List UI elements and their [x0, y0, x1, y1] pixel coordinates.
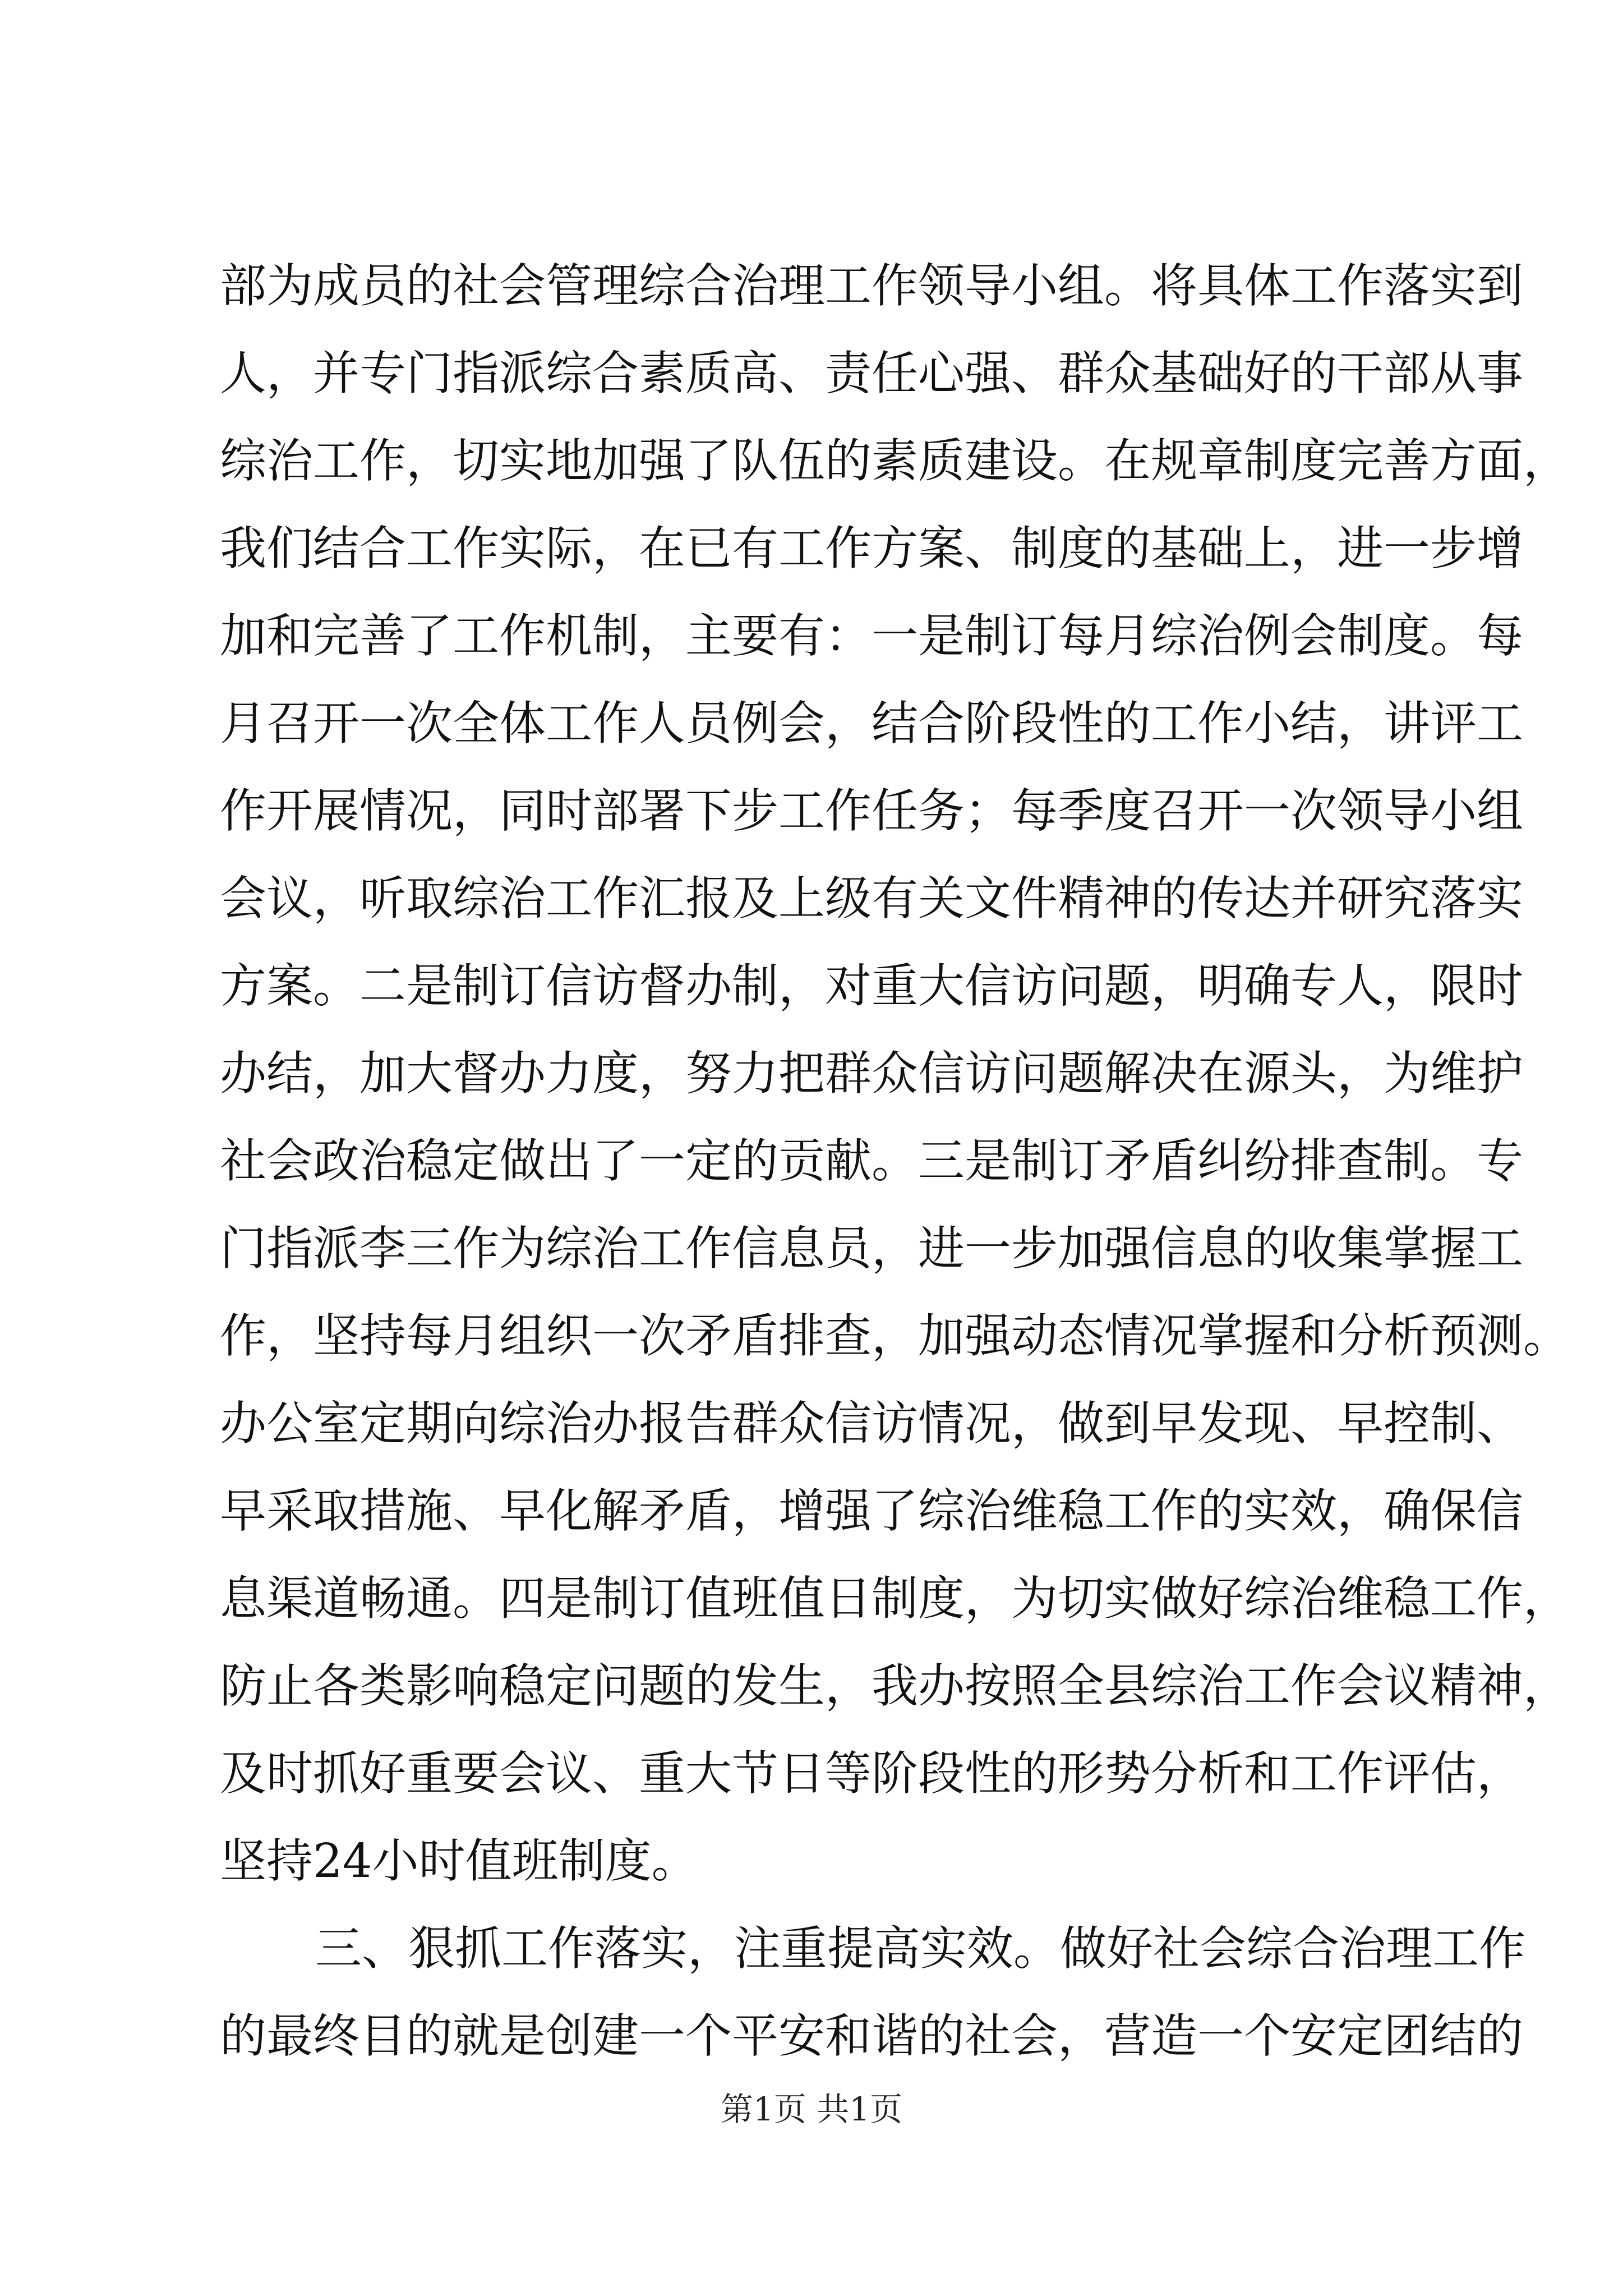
paragraph-line: 综治工作，切实地加强了队伍的素质建设。在规章制度完善方面，	[220, 434, 1570, 488]
paragraph-line: 人，并专门指派综合素质高、责任心强、群众基础好的干部从事	[220, 346, 1523, 401]
paragraph-line: 办公室定期向综治办报告群众信访情况，做到早发现、早控制、	[220, 1396, 1523, 1451]
paragraph-line: 部为成员的社会管理综合治理工作领导小组。将具体工作落实到	[220, 259, 1523, 313]
paragraph-line: 作开展情况，同时部署下步工作任务；每季度召开一次领导小组	[220, 784, 1523, 838]
paragraph-line: 早采取措施、早化解矛盾，增强了综治维稳工作的实效，确保信	[220, 1484, 1523, 1538]
paragraph-line: 方案。二是制订信访督办制，对重大信访问题，明确专人，限时	[220, 959, 1523, 1013]
paragraph-line: 办结，加大督办力度，努力把群众信访问题解决在源头，为维护	[220, 1046, 1523, 1101]
paragraph-line: 加和完善了工作机制，主要有：一是制订每月综治例会制度。每	[220, 609, 1523, 663]
paragraph-line-last: 坚持24小时值班制度。	[220, 1834, 698, 1888]
paragraph-line: 会议，听取综治工作汇报及上级有关文件精神的传达并研究落实	[220, 871, 1523, 926]
paragraph-line: 的最终目的就是创建一个平安和谐的社会，营造一个安定团结的	[220, 2009, 1523, 2063]
paragraph-line: 息渠道畅通。四是制订值班值日制度，为切实做好综治维稳工作，	[220, 1571, 1570, 1626]
document-body	[220, 259, 1570, 2097]
paragraph-line: 作，坚持每月组织一次矛盾排查，加强动态情况掌握和分析预测。	[220, 1309, 1570, 1363]
paragraph-line: 防止各类影响稳定问题的发生，我办按照全县综治工作会议精神，	[220, 1659, 1570, 1713]
paragraph-line: 我们结合工作实际，在已有工作方案、制度的基础上，进一步增	[220, 521, 1523, 576]
paragraph-line-indented: 三、狠抓工作落实，注重提高实效。做好社会综合治理工作	[315, 1921, 1525, 1976]
paragraph-line: 门指派李三作为综治工作信息员，进一步加强信息的收集掌握工	[220, 1221, 1523, 1276]
paragraph-line: 社会政治稳定做出了一定的贡献。三是制订矛盾纠纷排查制。专	[220, 1134, 1523, 1188]
paragraph-line: 月召开一次全体工作人员例会，结合阶段性的工作小结，讲评工	[220, 696, 1523, 751]
page-footer: 第1页 共1页	[720, 2090, 903, 2128]
paragraph-line: 及时抓好重要会议、重大节日等阶段性的形势分析和工作评估，	[220, 1746, 1523, 1801]
